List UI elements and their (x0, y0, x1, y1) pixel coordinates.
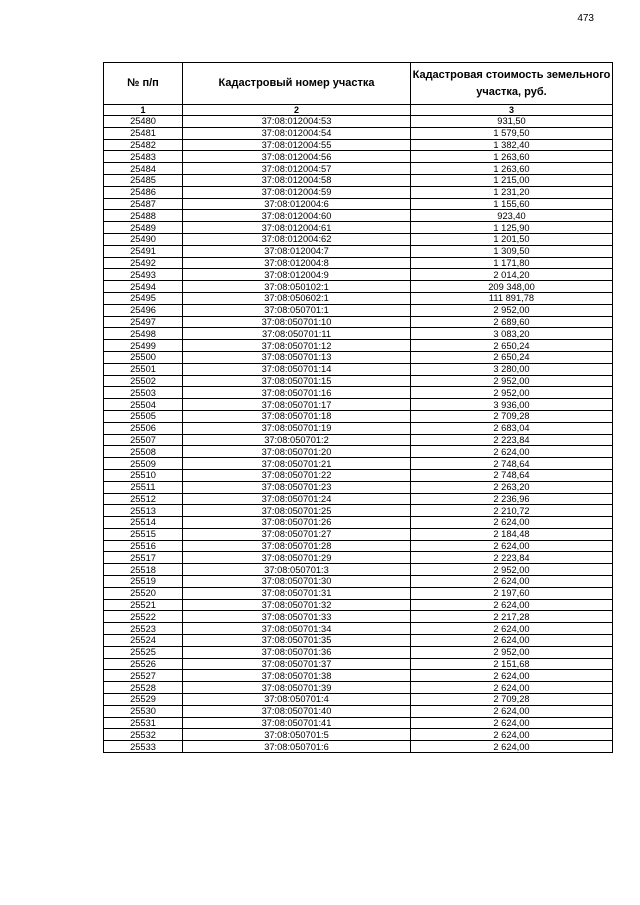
cadastral-number-cell: 37:08:050701:25 (183, 505, 411, 517)
cadastral-number-cell: 37:08:050701:39 (183, 682, 411, 694)
row-number-cell: 25509 (104, 458, 183, 470)
cadastral-value-cell: 2 624,00 (411, 741, 613, 753)
table-row (104, 446, 613, 458)
row-number-cell: 25519 (104, 576, 183, 588)
cadastral-number-cell: 37:08:012004:9 (183, 269, 411, 281)
cadastral-number-cell: 37:08:050701:2 (183, 434, 411, 446)
table-row (104, 363, 613, 375)
cadastral-number-cell: 37:08:050701:24 (183, 493, 411, 505)
cadastral-value-cell: 1 309,50 (411, 245, 613, 257)
cadastral-number-cell: 37:08:050701:6 (183, 741, 411, 753)
table-row (104, 481, 613, 493)
table-row (104, 222, 613, 234)
row-number-cell: 25505 (104, 410, 183, 422)
table-row (104, 316, 613, 328)
table-row (104, 233, 613, 245)
cadastral-number-cell: 37:08:012004:56 (183, 151, 411, 163)
cadastral-value-cell: 3 936,00 (411, 399, 613, 411)
table-row (104, 564, 613, 576)
table-row (104, 375, 613, 387)
row-number-cell: 25515 (104, 528, 183, 540)
cadastral-number-cell: 37:08:050701:41 (183, 717, 411, 729)
cadastral-number-cell: 37:08:050701:17 (183, 399, 411, 411)
row-number-cell: 25496 (104, 304, 183, 316)
row-number-cell: 25524 (104, 635, 183, 647)
cadastral-number-cell: 37:08:050701:29 (183, 552, 411, 564)
row-number-cell: 25508 (104, 446, 183, 458)
row-number-cell: 25481 (104, 127, 183, 139)
row-number-cell: 25527 (104, 670, 183, 682)
row-number-cell: 25518 (104, 564, 183, 576)
cadastral-value-cell: 1 215,00 (411, 174, 613, 186)
column-number: 3 (411, 105, 613, 116)
cadastral-value-cell: 1 263,60 (411, 163, 613, 175)
row-number-cell: 25511 (104, 481, 183, 493)
cadastral-value-cell: 2 184,48 (411, 528, 613, 540)
cadastral-number-cell: 37:08:050102:1 (183, 281, 411, 293)
cadastral-number-cell: 37:08:050701:12 (183, 340, 411, 352)
header-row-number: № п/п (104, 63, 183, 105)
table-body (104, 116, 613, 753)
cadastral-value-cell: 2 223,84 (411, 434, 613, 446)
cadastral-number-cell: 37:08:012004:55 (183, 139, 411, 151)
table-row (104, 281, 613, 293)
table-row (104, 399, 613, 411)
column-number: 1 (104, 105, 183, 116)
cadastral-value-cell: 2 624,00 (411, 540, 613, 552)
table-row (104, 422, 613, 434)
row-number-cell: 25501 (104, 363, 183, 375)
row-number-cell: 25492 (104, 257, 183, 269)
cadastral-value-cell: 2 952,00 (411, 375, 613, 387)
cadastral-number-cell: 37:08:050701:33 (183, 611, 411, 623)
cadastral-number-cell: 37:08:050701:1 (183, 304, 411, 316)
table-row (104, 434, 613, 446)
table-row (104, 682, 613, 694)
cadastral-number-cell: 37:08:050701:4 (183, 694, 411, 706)
table-row (104, 741, 613, 753)
cadastral-value-cell: 2 263,20 (411, 481, 613, 493)
row-number-cell: 25530 (104, 705, 183, 717)
table-row (104, 116, 613, 128)
cadastral-value-cell: 2 952,00 (411, 646, 613, 658)
table-row (104, 139, 613, 151)
table-row (104, 304, 613, 316)
cadastral-number-cell: 37:08:050701:5 (183, 729, 411, 741)
header-row (104, 63, 613, 105)
cadastral-number-cell: 37:08:012004:59 (183, 186, 411, 198)
cadastral-number-cell: 37:08:050701:34 (183, 623, 411, 635)
row-number-cell: 25517 (104, 552, 183, 564)
cadastral-value-cell: 2 151,68 (411, 658, 613, 670)
cadastral-number-cell: 37:08:012004:8 (183, 257, 411, 269)
row-number-cell: 25497 (104, 316, 183, 328)
row-number-cell: 25502 (104, 375, 183, 387)
cadastral-value-cell: 2 624,00 (411, 576, 613, 588)
row-number-cell: 25482 (104, 139, 183, 151)
table-row (104, 292, 613, 304)
cadastral-number-cell: 37:08:050701:10 (183, 316, 411, 328)
row-number-cell: 25495 (104, 292, 183, 304)
row-number-cell: 25512 (104, 493, 183, 505)
row-number-cell: 25506 (104, 422, 183, 434)
row-number-cell: 25529 (104, 694, 183, 706)
cadastral-value-cell: 2 624,00 (411, 517, 613, 529)
cadastral-value-cell: 3 083,20 (411, 328, 613, 340)
table-row (104, 717, 613, 729)
cadastral-value-cell: 2 624,00 (411, 599, 613, 611)
row-number-cell: 25516 (104, 540, 183, 552)
table-row (104, 351, 613, 363)
cadastral-number-cell: 37:08:012004:62 (183, 233, 411, 245)
table-row (104, 151, 613, 163)
cadastral-number-cell: 37:08:050701:23 (183, 481, 411, 493)
cadastral-value-cell: 2 223,84 (411, 552, 613, 564)
header-cadastral-value: Кадастровая стоимость земельного участка, руб. (411, 63, 613, 105)
row-number-cell: 25503 (104, 387, 183, 399)
table-row (104, 410, 613, 422)
column-number-row (104, 105, 613, 116)
cadastral-number-cell: 37:08:050701:26 (183, 517, 411, 529)
table-row (104, 517, 613, 529)
row-number-cell: 25513 (104, 505, 183, 517)
cadastral-value-cell: 111 891,78 (411, 292, 613, 304)
cadastral-number-cell: 37:08:050701:32 (183, 599, 411, 611)
cadastral-number-cell: 37:08:050701:37 (183, 658, 411, 670)
cadastral-value-cell: 1 579,50 (411, 127, 613, 139)
cadastral-number-cell: 37:08:050701:16 (183, 387, 411, 399)
row-number-cell: 25499 (104, 340, 183, 352)
cadastral-value-cell: 2 197,60 (411, 587, 613, 599)
table-row (104, 328, 613, 340)
row-number-cell: 25531 (104, 717, 183, 729)
row-number-cell: 25522 (104, 611, 183, 623)
table-row (104, 528, 613, 540)
cadastral-number-cell: 37:08:012004:60 (183, 210, 411, 222)
table-row (104, 646, 613, 658)
cadastral-number-cell: 37:08:050701:30 (183, 576, 411, 588)
row-number-cell: 25521 (104, 599, 183, 611)
row-number-cell: 25486 (104, 186, 183, 198)
cadastral-number-cell: 37:08:050701:35 (183, 635, 411, 647)
cadastral-value-cell: 2 683,04 (411, 422, 613, 434)
cadastral-value-cell: 1 263,60 (411, 151, 613, 163)
cadastral-value-cell: 931,50 (411, 116, 613, 128)
cadastral-value-cell: 2 624,00 (411, 682, 613, 694)
row-number-cell: 25528 (104, 682, 183, 694)
cadastral-value-cell: 1 201,50 (411, 233, 613, 245)
column-number: 2 (183, 105, 411, 116)
row-number-cell: 25532 (104, 729, 183, 741)
row-number-cell: 25488 (104, 210, 183, 222)
table-row (104, 469, 613, 481)
cadastral-value-cell: 2 624,00 (411, 717, 613, 729)
row-number-cell: 25510 (104, 469, 183, 481)
row-number-cell: 25485 (104, 174, 183, 186)
table-row (104, 552, 613, 564)
table-row (104, 635, 613, 647)
cadastral-number-cell: 37:08:050602:1 (183, 292, 411, 304)
row-number-cell: 25523 (104, 623, 183, 635)
cadastral-value-cell: 2 624,00 (411, 635, 613, 647)
cadastral-number-cell: 37:08:050701:20 (183, 446, 411, 458)
cadastral-number-cell: 37:08:050701:28 (183, 540, 411, 552)
cadastral-value-cell: 2 748,64 (411, 458, 613, 470)
cadastral-number-cell: 37:08:050701:13 (183, 351, 411, 363)
table-row (104, 599, 613, 611)
row-number-cell: 25494 (104, 281, 183, 293)
table-row (104, 623, 613, 635)
table-row (104, 505, 613, 517)
cadastral-number-cell: 37:08:050701:18 (183, 410, 411, 422)
cadastral-value-cell: 2 624,00 (411, 729, 613, 741)
cadastral-number-cell: 37:08:012004:61 (183, 222, 411, 234)
row-number-cell: 25514 (104, 517, 183, 529)
cadastral-value-cell: 1 125,90 (411, 222, 613, 234)
cadastral-value-cell: 1 171,80 (411, 257, 613, 269)
cadastral-number-cell: 37:08:050701:40 (183, 705, 411, 717)
table-row (104, 198, 613, 210)
table-row (104, 611, 613, 623)
cadastral-number-cell: 37:08:050701:15 (183, 375, 411, 387)
row-number-cell: 25489 (104, 222, 183, 234)
row-number-cell: 25504 (104, 399, 183, 411)
cadastral-value-cell: 2 952,00 (411, 387, 613, 399)
cadastral-number-cell: 37:08:012004:6 (183, 198, 411, 210)
cadastral-value-cell: 1 231,20 (411, 186, 613, 198)
cadastral-value-cell: 2 650,24 (411, 351, 613, 363)
table-row (104, 163, 613, 175)
cadastral-value-cell: 2 952,00 (411, 564, 613, 576)
table-row (104, 587, 613, 599)
row-number-cell: 25491 (104, 245, 183, 257)
cadastral-value-cell: 2 748,64 (411, 469, 613, 481)
table-row (104, 729, 613, 741)
cadastral-value-cell: 2 624,00 (411, 670, 613, 682)
cadastral-value-cell: 2 236,96 (411, 493, 613, 505)
cadastral-value-cell: 923,40 (411, 210, 613, 222)
cadastral-number-cell: 37:08:050701:21 (183, 458, 411, 470)
cadastral-value-cell: 2 952,00 (411, 304, 613, 316)
cadastral-number-cell: 37:08:050701:14 (183, 363, 411, 375)
table-row (104, 670, 613, 682)
table-row (104, 493, 613, 505)
cadastral-number-cell: 37:08:050701:3 (183, 564, 411, 576)
cadastral-number-cell: 37:08:050701:36 (183, 646, 411, 658)
header-cadastral-number: Кадастровый номер участка (183, 63, 411, 105)
row-number-cell: 25490 (104, 233, 183, 245)
cadastral-number-cell: 37:08:012004:57 (183, 163, 411, 175)
cadastral-number-cell: 37:08:012004:7 (183, 245, 411, 257)
table-row (104, 540, 613, 552)
row-number-cell: 25484 (104, 163, 183, 175)
row-number-cell: 25500 (104, 351, 183, 363)
row-number-cell: 25498 (104, 328, 183, 340)
table-row (104, 186, 613, 198)
cadastral-value-cell: 2 689,60 (411, 316, 613, 328)
cadastral-value-cell: 2 709,28 (411, 694, 613, 706)
table-row (104, 458, 613, 470)
cadastral-value-cell: 2 624,00 (411, 623, 613, 635)
table-row (104, 705, 613, 717)
row-number-cell: 25480 (104, 116, 183, 128)
cadastral-value-cell: 1 155,60 (411, 198, 613, 210)
cadastral-value-table (103, 62, 613, 753)
table-row (104, 174, 613, 186)
table-row (104, 245, 613, 257)
table-row (104, 576, 613, 588)
table-row (104, 694, 613, 706)
table-row (104, 387, 613, 399)
cadastral-value-cell: 2 217,28 (411, 611, 613, 623)
cadastral-value-cell: 2 650,24 (411, 340, 613, 352)
table-row (104, 269, 613, 281)
table-row (104, 257, 613, 269)
cadastral-value-cell: 2 624,00 (411, 446, 613, 458)
cadastral-value-cell: 2 624,00 (411, 705, 613, 717)
cadastral-value-cell: 2 210,72 (411, 505, 613, 517)
row-number-cell: 25493 (104, 269, 183, 281)
row-number-cell: 25520 (104, 587, 183, 599)
cadastral-number-cell: 37:08:012004:58 (183, 174, 411, 186)
cadastral-value-cell: 2 709,28 (411, 410, 613, 422)
row-number-cell: 25533 (104, 741, 183, 753)
cadastral-number-cell: 37:08:050701:22 (183, 469, 411, 481)
page-number: 473 (577, 13, 594, 24)
cadastral-value-cell: 2 014,20 (411, 269, 613, 281)
row-number-cell: 25487 (104, 198, 183, 210)
row-number-cell: 25507 (104, 434, 183, 446)
row-number-cell: 25526 (104, 658, 183, 670)
cadastral-value-cell: 3 280,00 (411, 363, 613, 375)
row-number-cell: 25483 (104, 151, 183, 163)
cadastral-number-cell: 37:08:050701:38 (183, 670, 411, 682)
cadastral-number-cell: 37:08:050701:11 (183, 328, 411, 340)
cadastral-number-cell: 37:08:050701:27 (183, 528, 411, 540)
cadastral-number-cell: 37:08:012004:53 (183, 116, 411, 128)
row-number-cell: 25525 (104, 646, 183, 658)
cadastral-value-cell: 1 382,40 (411, 139, 613, 151)
cadastral-number-cell: 37:08:050701:19 (183, 422, 411, 434)
table-row (104, 210, 613, 222)
cadastral-number-cell: 37:08:050701:31 (183, 587, 411, 599)
cadastral-number-cell: 37:08:012004:54 (183, 127, 411, 139)
table-row (104, 658, 613, 670)
table-row (104, 127, 613, 139)
cadastral-value-cell: 209 348,00 (411, 281, 613, 293)
table-row (104, 340, 613, 352)
